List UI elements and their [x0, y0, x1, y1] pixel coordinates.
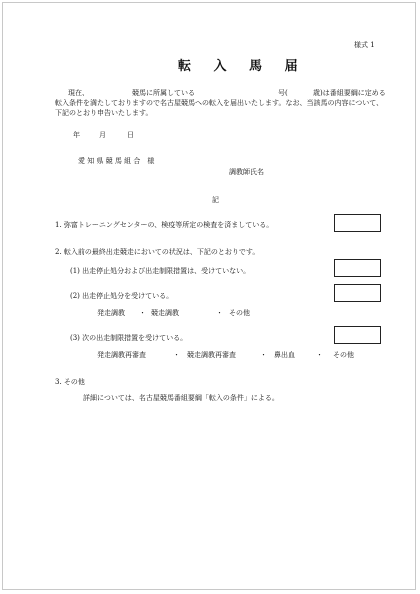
form-number: 様式 1	[354, 41, 375, 49]
intro-part1: 現在、	[68, 89, 89, 97]
intro-part3: 号(	[278, 89, 288, 97]
separator-dot: ・	[139, 309, 146, 317]
sub-3-option-3: 鼻出血	[274, 351, 295, 359]
ki-heading: 記	[212, 196, 219, 204]
item-1-check-box[interactable]	[334, 214, 381, 232]
intro-line3: 下記のとおり申告いたします。	[55, 109, 153, 117]
item-2-sub-2: (2) 出走停止処分を受けている。	[70, 292, 174, 300]
separator-dot: ・	[316, 351, 323, 359]
item-1: 1. 弥富トレーニングセンターの、検疫等所定の検査を済ましている。	[55, 221, 274, 229]
intro-part2: 競馬に所属している	[132, 89, 195, 97]
sub-3-option-4: その他	[333, 351, 354, 359]
separator-dot: ・	[216, 309, 223, 317]
item-2-sub-3: (3) 次の出走制限措置を受けている。	[70, 334, 188, 342]
document-title: 転 入 馬 届	[178, 59, 307, 74]
document-page	[2, 2, 416, 590]
sub-2-option-1: 発走調教	[97, 309, 125, 317]
addressee: 愛 知 県 競 馬 組 合 様	[78, 157, 155, 165]
intro-line2: 転入条件を満たしておりますので名古屋競馬への転入を届出いたします。なお、当該馬の内容について、	[55, 99, 384, 107]
sub-3-option-2: 競走調教再審査	[187, 351, 236, 359]
date-month: 月	[99, 131, 106, 139]
item-3-detail: 詳細については、名古屋競馬番組要綱「転入の条件」による。	[83, 394, 279, 402]
date-year: 年	[73, 131, 80, 139]
sub-3-check-box[interactable]	[334, 326, 381, 344]
signer-label: 調教師氏名	[229, 168, 264, 176]
item-2: 2. 転入前の最終出走競走においての状況は、下記のとおりです。	[55, 248, 260, 256]
item-3: 3. その他	[55, 378, 85, 386]
date-day: 日	[127, 131, 134, 139]
sub-2-option-2: 競走調教	[151, 309, 179, 317]
sub-1-check-box[interactable]	[334, 259, 381, 277]
item-2-sub-1: (1) 出走停止処分および出走制限措置は、受けていない。	[70, 267, 251, 275]
sub-2-option-3: その他	[229, 309, 250, 317]
sub-2-check-box[interactable]	[334, 284, 381, 302]
separator-dot: ・	[173, 351, 180, 359]
separator-dot: ・	[260, 351, 267, 359]
sub-3-option-1: 発走調教再審査	[97, 351, 146, 359]
intro-part4: 歳)は番組要綱に定める	[313, 89, 386, 97]
